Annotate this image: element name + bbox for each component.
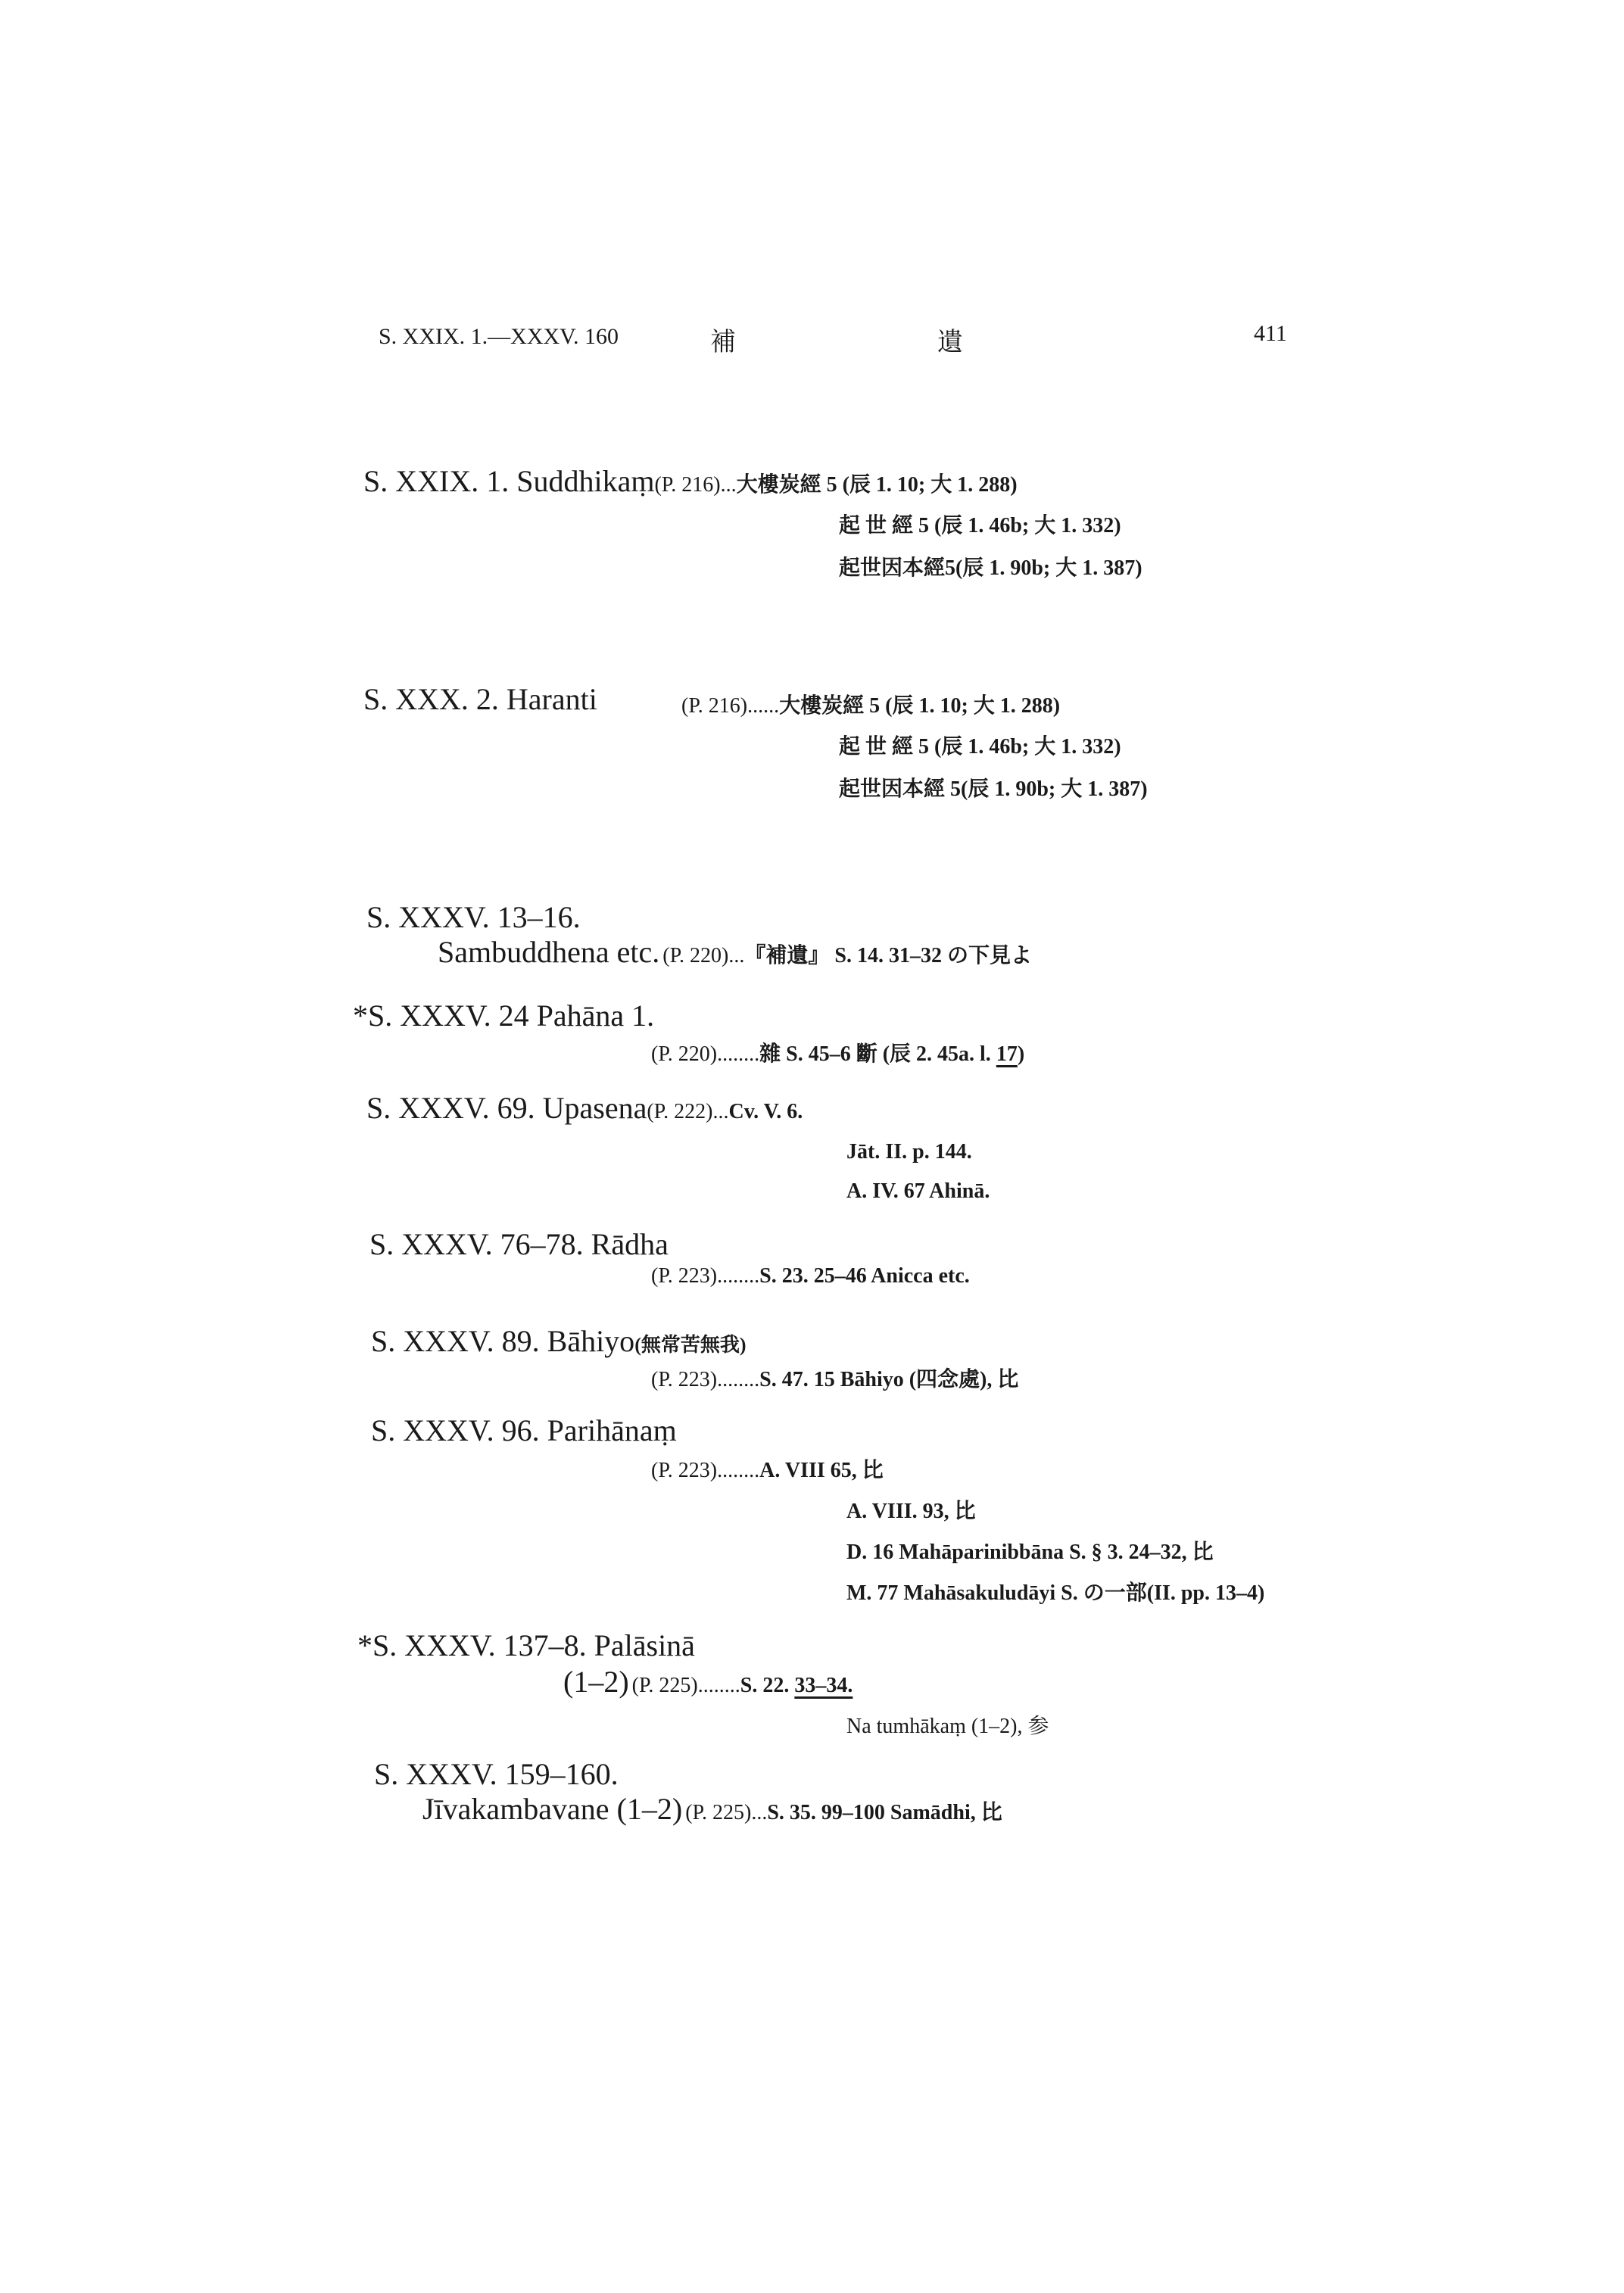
entry-parihanam — [651, 1453, 884, 1484]
reference-line: 大樓炭經 5 (辰 1. 10; 大 1. 288) — [779, 694, 1061, 718]
entry-heading: *S. XXXV. 24 Pahāna 1. — [353, 999, 655, 1033]
dot-leader: ........ — [717, 1459, 760, 1482]
entry-palasina — [563, 1664, 853, 1699]
reference-line: 雜 S. 45–6 斷 (辰 2. 45a. l. — [759, 1042, 996, 1066]
reference-line: A. VIII. 93, 比 — [846, 1500, 976, 1523]
running-header-title-right: 遺 — [937, 329, 963, 357]
page-ref: (P. 222) — [647, 1100, 713, 1123]
dot-leader: ... — [751, 1801, 768, 1824]
entry-jivakambavane — [422, 1791, 1002, 1827]
dot-leader: ... — [720, 473, 737, 497]
dot-leader: ... — [712, 1100, 729, 1123]
dot-leader: ........ — [717, 1042, 760, 1066]
entry-heading: S. XXX. 2. Haranti — [363, 682, 597, 716]
entry-heading: S. XXXV. 13–16. — [366, 900, 581, 934]
reference-line: 起 世 經 5 (辰 1. 46b; 大 1. 332) — [839, 735, 1121, 759]
dot-leader: ........ — [717, 1368, 760, 1391]
entry-heading: S. XXXV. 89. Bāhiyo — [371, 1324, 635, 1358]
page-ref: (P. 225) — [685, 1801, 752, 1824]
reference-line: 起世因本經 5(辰 1. 90b; 大 1. 387) — [839, 777, 1148, 801]
entry-heading: S. XXXV. 76–78. Rādha — [369, 1227, 669, 1261]
reference-line: Na tumhākaṃ (1–2), 参 — [846, 1715, 1049, 1738]
page-ref: (P. 223) — [651, 1368, 718, 1391]
entry-heading: S. XXXV. 96. Parihānaṃ — [371, 1413, 677, 1447]
entry-pahana — [651, 1037, 1024, 1067]
running-header-title-left: 補 — [710, 329, 736, 357]
reference-line: Cv. V. 6. — [728, 1100, 803, 1123]
reference-line: M. 77 Mahāsakuludāyi S. の一部(II. pp. 13–4) — [846, 1581, 1265, 1605]
entry-bahiyo — [371, 1323, 747, 1359]
entry-radha — [651, 1264, 970, 1288]
entry-upasena — [366, 1090, 803, 1126]
reference-line: Jāt. II. p. 144. — [846, 1140, 972, 1164]
reference-line: S. 23. 25–46 Anicca etc. — [759, 1264, 970, 1288]
reference-line: D. 16 Mahāparinibbāna S. § 3. 24–32, 比 — [846, 1541, 1214, 1564]
dot-leader: ... — [728, 944, 745, 967]
entry-subheading: (1–2) — [563, 1665, 629, 1699]
reference-line: A. VIII 65, 比 — [759, 1459, 884, 1482]
page-ref: (P. 223) — [651, 1459, 718, 1482]
running-header-range: S. XXIX. 1.—XXXV. 160 — [379, 324, 619, 349]
reference-line: S. 35. 99–100 Samādhi, 比 — [767, 1801, 1002, 1824]
entry-suddhikam — [363, 463, 1018, 499]
entry-heading: S. XXIX. 1. Suddhikaṃ — [363, 464, 655, 498]
page-ref: (P. 216) — [681, 694, 748, 718]
entry-haranti — [363, 681, 597, 717]
heading-note: (無常苦無我) — [634, 1334, 747, 1356]
reference-line-end: ) — [1017, 1042, 1025, 1066]
underlined-reference: 17 — [996, 1042, 1018, 1066]
reference-line: S. 22. — [740, 1674, 795, 1697]
entry-heading: S. XXXV. 159–160. — [374, 1757, 619, 1791]
dot-leader: ........ — [717, 1264, 760, 1288]
entry-sambuddhena — [438, 934, 1032, 970]
entry-subheading: Jīvakambavane (1–2) — [422, 1792, 683, 1826]
entry-heading: S. XXXV. 69. Upasena — [366, 1091, 647, 1125]
underlined-reference: 33–34. — [794, 1674, 853, 1697]
entry-subheading: Sambuddhena etc. — [438, 935, 660, 969]
entry-heading: *S. XXXV. 137–8. Palāsinā — [357, 1628, 695, 1662]
page-number: 411 — [1254, 321, 1287, 346]
reference-line: 大樓炭經 5 (辰 1. 10; 大 1. 288) — [736, 473, 1018, 497]
page-ref: (P. 216) — [654, 473, 721, 497]
entry-bahiyo-ref — [651, 1363, 1018, 1393]
dot-leader: ........ — [697, 1674, 740, 1697]
page-ref: (P. 223) — [651, 1264, 718, 1288]
dot-leader: ...... — [747, 694, 780, 718]
page-ref: (P. 220) — [662, 944, 729, 967]
entry-ref-group — [681, 689, 1060, 719]
reference-line: A. IV. 67 Ahinā. — [846, 1179, 990, 1203]
reference-line: 起 世 經 5 (辰 1. 46b; 大 1. 332) — [839, 514, 1121, 537]
reference-line: 起世因本經5(辰 1. 90b; 大 1. 387) — [839, 556, 1142, 580]
reference-line: 『補遺』 S. 14. 31–32 の下見よ — [744, 944, 1032, 967]
page-ref: (P. 220) — [651, 1042, 718, 1066]
page-ref: (P. 225) — [631, 1674, 698, 1697]
reference-line: S. 47. 15 Bāhiyo (四念處), 比 — [759, 1368, 1019, 1391]
